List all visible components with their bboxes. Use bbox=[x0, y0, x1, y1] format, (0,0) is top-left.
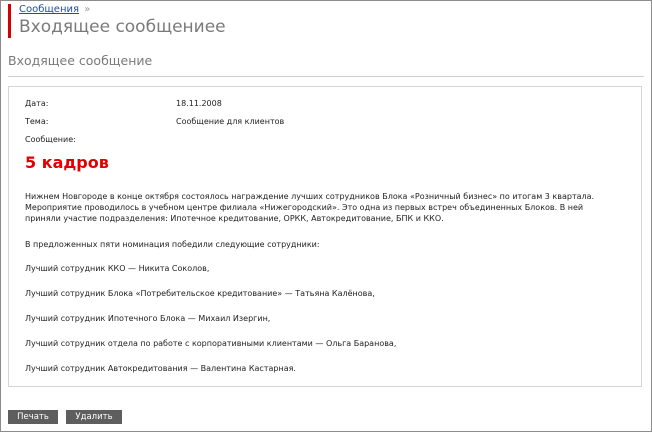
delete-button[interactable]: Удалить bbox=[66, 410, 122, 424]
subject-value: Сообщение для клиентов bbox=[176, 117, 285, 126]
page-title: Входящее сообщениее bbox=[19, 17, 226, 37]
print-button[interactable]: Печать bbox=[8, 410, 58, 424]
winner-line: Лучший сотрудник Блока «Потребительское кредитование» — Татьяна Калёнова, bbox=[25, 289, 375, 298]
message-paragraph: В предложенных пяти номинация победили следующие сотрудники: bbox=[25, 240, 320, 249]
date-value: 18.11.2008 bbox=[176, 99, 222, 108]
breadcrumb-link-messages[interactable]: Сообщения bbox=[19, 4, 80, 15]
message-panel bbox=[8, 86, 642, 387]
section-divider bbox=[8, 76, 644, 77]
breadcrumb bbox=[19, 4, 226, 16]
message-paragraph: Нижнем Новгороде в конце октября состоялось награждение лучших сотрудников Блока «Розничный бизнес» по итогам 3 квартала. Мероприятие проводилось в учебном центре филиала «Нижегородский». Это одна из первых встреч объединенных Блоков. В ней приняли участие подразделения: Ипотечное кредитование, ОРКК, Автокредитование, БПК и ККО. bbox=[25, 192, 595, 223]
winner-line: Лучший сотрудник отдела по работе с корпоративными клиентами — Ольга Баранова, bbox=[25, 339, 397, 348]
page-header bbox=[8, 4, 226, 38]
winner-line: Лучший сотрудник Автокредитования — Валентина Кастарная. bbox=[25, 364, 296, 373]
winner-line: Лучший сотрудник Ипотечного Блока — Михаил Изергин, bbox=[25, 314, 271, 323]
section-title: Входящее сообщение bbox=[8, 53, 153, 68]
date-label: Дата: bbox=[25, 99, 49, 108]
message-headline: 5 кадров bbox=[25, 153, 109, 172]
message-label: Сообщение: bbox=[25, 135, 76, 144]
breadcrumb-separator: » bbox=[84, 4, 91, 15]
winner-line: Лучший сотрудник ККО — Никита Соколов, bbox=[25, 264, 210, 273]
subject-label: Тема: bbox=[25, 117, 49, 126]
